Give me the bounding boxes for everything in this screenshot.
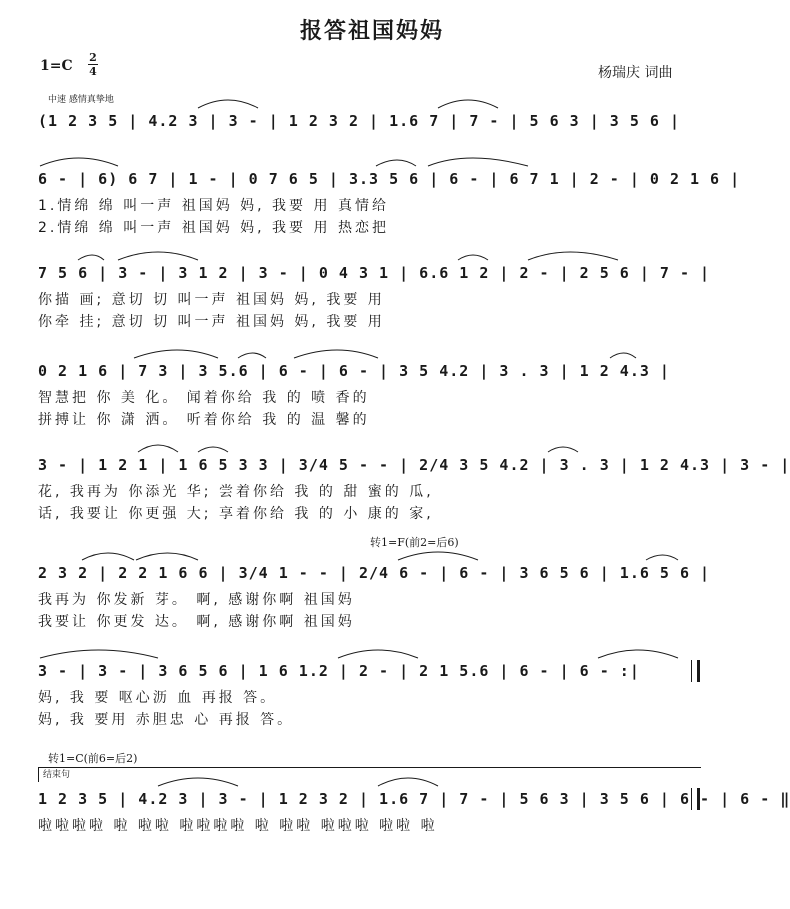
notes-line: 0 2 1 6 | 7 3 | 3 5.6 | 6 - | 6 - | 3 5 4.2 | 3 . 3 | 1 2 4.3 | — [38, 362, 670, 380]
time-signature-bottom: 4 — [89, 65, 97, 78]
tempo-marking: 中速 感情真挚地 — [48, 95, 114, 105]
slur-marks — [38, 340, 696, 360]
song-title: 报答祖国妈妈 — [299, 19, 444, 44]
time-signature-top: 2 — [89, 51, 97, 64]
coda-label: 结束句 — [43, 770, 71, 780]
lyric-verse-1: 你描 画; 意切 切 叫一声 祖国妈 妈, 我要 用 — [38, 292, 385, 308]
lyric-verse-2: 2.情绵 绵 叫一声 祖国妈 妈, 我要 用 热恋把 — [38, 220, 389, 236]
notes-line: 3 - | 3 - | 3 6 5 6 | 1 6 1.2 | 2 - | 2 1 5.6 | 6 - | 6 - :| — [38, 662, 640, 680]
repeat-barline — [691, 660, 700, 682]
slur-marks — [38, 768, 696, 788]
author-credit: 杨瑞庆 词曲 — [598, 65, 673, 81]
modulation-to-c: 转1=C(前6=后2) — [48, 752, 138, 765]
slur-marks — [38, 90, 696, 110]
time-signature — [88, 52, 98, 77]
lyric-verse-1: 妈, 我 要 呕心沥 血 再报 答。 — [38, 690, 278, 706]
notes-line: (1 2 3 5 | 4.2 3 | 3 - | 1 2 3 2 | 1.6 7 | 7 - | 5 6 3 | 3 5 6 | — [38, 112, 680, 130]
final-barline — [691, 788, 700, 810]
notes-line: 6 - | 6) 6 7 | 1 - | 0 7 6 5 | 3.3 5 6 | 6 - | 6 7 1 | 2 - | 0 2 1 6 | — [38, 170, 741, 188]
slur-marks — [38, 242, 696, 262]
lyric-verse-2: 我要让 你更发 达。 啊, 感谢你啊 祖国妈 — [38, 614, 355, 630]
lyric-verse-1: 花, 我再为 你添光 华; 尝着你给 我 的 甜 蜜的 瓜, — [38, 484, 434, 500]
lyric-verse-1: 我再为 你发新 芽。 啊, 感谢你啊 祖国妈 — [38, 592, 355, 608]
lyric-verse-1: 啦啦啦啦 啦 啦啦 啦啦啦啦 啦 啦啦 啦啦啦 啦啦 啦 — [38, 818, 438, 834]
slur-marks — [38, 542, 696, 562]
slur-marks — [38, 640, 696, 660]
notes-line: 2 3 2 | 2 2 1 6 6 | 3/4 1 - - | 2/4 6 - | 6 - | 3 6 5 6 | 1.6 5 6 | — [38, 564, 711, 582]
key-signature: 1=C — [40, 58, 73, 74]
notes-line: 3 - | 1 2 1 | 1 6 5 3 3 | 3/4 5 - - | 2/4 3 5 4.2 | 3 . 3 | 1 2 4.3 | 3 - | — [38, 456, 790, 474]
lyric-verse-1: 智慧把 你 美 化。 闻着你给 我 的 喷 香的 — [38, 390, 370, 406]
slur-marks — [38, 148, 696, 168]
modulation-to-f: 转1=F(前2=后6) — [370, 536, 459, 549]
lyric-verse-1: 1.情绵 绵 叫一声 祖国妈 妈, 我要 用 真情给 — [38, 198, 389, 214]
lyric-verse-2: 拼搏让 你 潇 洒。 听着你给 我 的 温 馨的 — [38, 412, 370, 428]
notes-line: 1 2 3 5 | 4.2 3 | 3 - | 1 2 3 2 | 1.6 7 | 7 - | 5 6 3 | 3 5 6 | 6 - | 6 - ‖ — [38, 790, 790, 808]
lyric-verse-2: 妈, 我 要用 赤胆忠 心 再报 答。 — [38, 712, 295, 728]
lyric-verse-2: 话, 我要让 你更强 大; 享着你给 我 的 小 康的 家, — [38, 506, 434, 522]
slur-marks — [38, 434, 696, 454]
lyric-verse-2: 你牵 挂; 意切 切 叫一声 祖国妈 妈, 我要 用 — [38, 314, 385, 330]
notes-line: 7 5 6 | 3 - | 3 1 2 | 3 - | 0 4 3 1 | 6.6 1 2 | 2 - | 2 5 6 | 7 - | — [38, 264, 711, 282]
